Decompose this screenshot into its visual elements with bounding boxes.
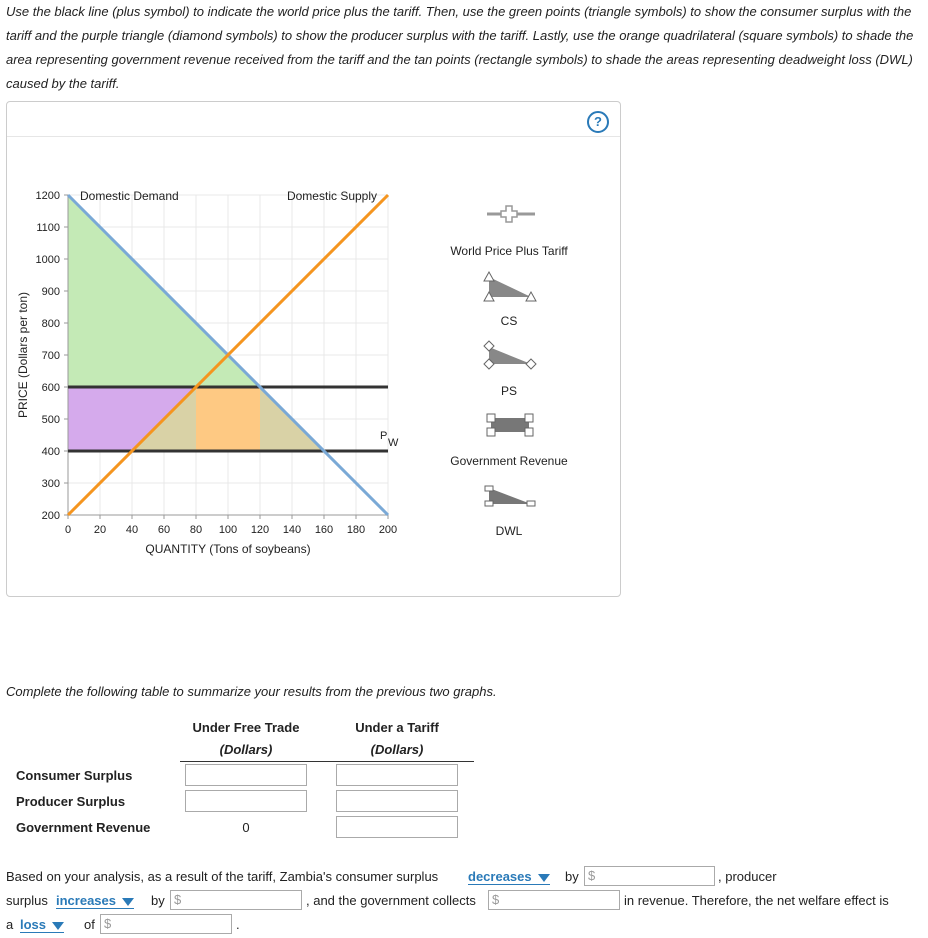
col-tariff-sub: (Dollars) — [370, 742, 424, 757]
cs-change-input[interactable]: $ — [584, 866, 715, 886]
ps-change-input[interactable]: $ — [170, 890, 302, 910]
government-revenue-area[interactable] — [196, 387, 260, 451]
col-free-trade-title: Under Free Trade — [192, 720, 300, 735]
of-label: of — [84, 917, 95, 932]
square-icon[interactable] — [525, 414, 533, 422]
supply-label: Domestic Supply — [286, 189, 378, 203]
triangle-icon[interactable] — [489, 277, 531, 297]
x-tick-label: 180 — [346, 524, 366, 536]
period: . — [236, 917, 240, 932]
pw-label: P — [380, 430, 388, 442]
x-axis-title: QUANTITY (Tons of soybeans) — [145, 542, 311, 556]
y-axis-title: PRICE (Dollars per ton) — [16, 291, 30, 419]
y-tick-label: 600 — [41, 382, 60, 394]
x-tick-label: 100 — [218, 524, 238, 536]
legend-label-dwl: DWL — [495, 524, 523, 538]
legend-label-cs: CS — [500, 314, 518, 328]
x-tick-label: 60 — [157, 524, 171, 536]
cs-change-value: decreases — [468, 869, 532, 884]
analysis-text-5: in revenue. Therefore, the net welfare effect is — [624, 893, 889, 908]
net-effect-value: loss — [20, 917, 47, 932]
ps-free-input[interactable] — [185, 790, 307, 812]
x-tick-label: 40 — [125, 524, 139, 536]
rectangle-area-icon[interactable] — [489, 488, 531, 504]
square-icon[interactable] — [487, 414, 495, 422]
diamond-area-icon[interactable] — [489, 347, 531, 364]
ps-change-value: increases — [56, 893, 116, 908]
by-label-2: by — [151, 893, 165, 908]
supply-demand-chart[interactable] — [7, 102, 620, 596]
x-tick-label: 0 — [64, 524, 72, 536]
ps-change-dropdown[interactable] — [56, 893, 134, 909]
y-tick-label: 900 — [41, 286, 60, 298]
chevron-down-icon — [52, 922, 64, 930]
legend-label-gov: Government Revenue — [450, 454, 568, 468]
chevron-down-icon — [122, 898, 134, 906]
row-label-ps: Producer Surplus — [16, 794, 126, 809]
y-tick-label: 200 — [41, 510, 60, 522]
gov-revenue-input[interactable]: $ — [488, 890, 620, 910]
gov-tariff-input[interactable] — [336, 816, 458, 838]
triangle-marker-icon[interactable] — [484, 272, 494, 281]
row-label-cs: Consumer Surplus — [16, 768, 133, 783]
col-free-trade-sub: (Dollars) — [219, 742, 273, 757]
square-icon[interactable] — [525, 428, 533, 436]
legend-label-ps: PS — [500, 384, 518, 398]
analysis-text-4: , and the government collects — [306, 893, 476, 908]
by-label-1: by — [565, 869, 579, 884]
analysis-text-3: surplus — [6, 893, 48, 908]
row-label-gov: Government Revenue — [16, 820, 151, 835]
square-area-icon[interactable] — [491, 418, 529, 432]
gov-free-value: 0 — [242, 820, 250, 835]
y-tick-label: 300 — [41, 478, 60, 490]
y-tick-label: 500 — [41, 414, 60, 426]
square-icon[interactable] — [487, 428, 495, 436]
x-tick-label: 80 — [189, 524, 203, 536]
analysis-text-6: a — [6, 917, 14, 932]
plus-icon[interactable] — [501, 206, 517, 222]
rectangle-icon[interactable] — [527, 501, 535, 506]
analysis-text-2: , producer — [718, 869, 777, 884]
x-tick-label: 140 — [282, 524, 302, 536]
chevron-down-icon — [538, 874, 550, 882]
diamond-icon[interactable] — [526, 359, 536, 369]
analysis-text-1: Based on your analysis, as a result of the tariff, Zambia's consumer surplus — [6, 869, 439, 884]
rectangle-icon[interactable] — [485, 501, 493, 506]
net-effect-input[interactable]: $ — [100, 914, 232, 934]
x-tick-label: 20 — [93, 524, 107, 536]
rectangle-icon[interactable] — [485, 486, 493, 491]
demand-label: Domestic Demand — [80, 189, 179, 203]
cs-change-dropdown[interactable] — [468, 869, 550, 885]
instructions: Use the black line (plus symbol) to indicate the world price plus the tariff. Then, use the green points (triangle symbols) to show the consumer surplus with the tariff and the purple triangle (diamond symbols) to show the producer surplus with the tariff. Lastly, use the orange quadrilateral (square symbols) to shade the area representing government revenue received from the tariff and the tan points (rectangle symbols) to shade the areas representing deadweight loss (DWL) caused by the tariff. — [6, 4, 914, 91]
y-tick-label: 700 — [41, 350, 60, 362]
pw-sub-label: W — [388, 437, 399, 449]
y-tick-label: 400 — [41, 446, 60, 458]
table-intro: Complete the following table to summarize your results from the previous two graphs. — [6, 684, 497, 699]
cs-free-input[interactable] — [185, 764, 307, 786]
y-tick-label: 1200 — [35, 190, 60, 202]
x-tick-label: 120 — [250, 524, 270, 536]
table-divider — [180, 761, 474, 762]
help-icon[interactable]: ? — [587, 111, 609, 133]
x-tick-label: 160 — [314, 524, 334, 536]
net-effect-dropdown[interactable] — [20, 917, 64, 933]
graph-panel — [6, 101, 621, 597]
col-tariff-title: Under a Tariff — [355, 720, 439, 735]
ps-tariff-input[interactable] — [336, 790, 458, 812]
legend-label-price: World Price Plus Tariff — [450, 244, 568, 258]
cs-tariff-input[interactable] — [336, 764, 458, 786]
y-tick-label: 1100 — [36, 222, 60, 234]
y-tick-label: 800 — [41, 318, 60, 330]
y-tick-label: 1000 — [35, 254, 60, 266]
x-tick-label: 200 — [378, 524, 398, 536]
